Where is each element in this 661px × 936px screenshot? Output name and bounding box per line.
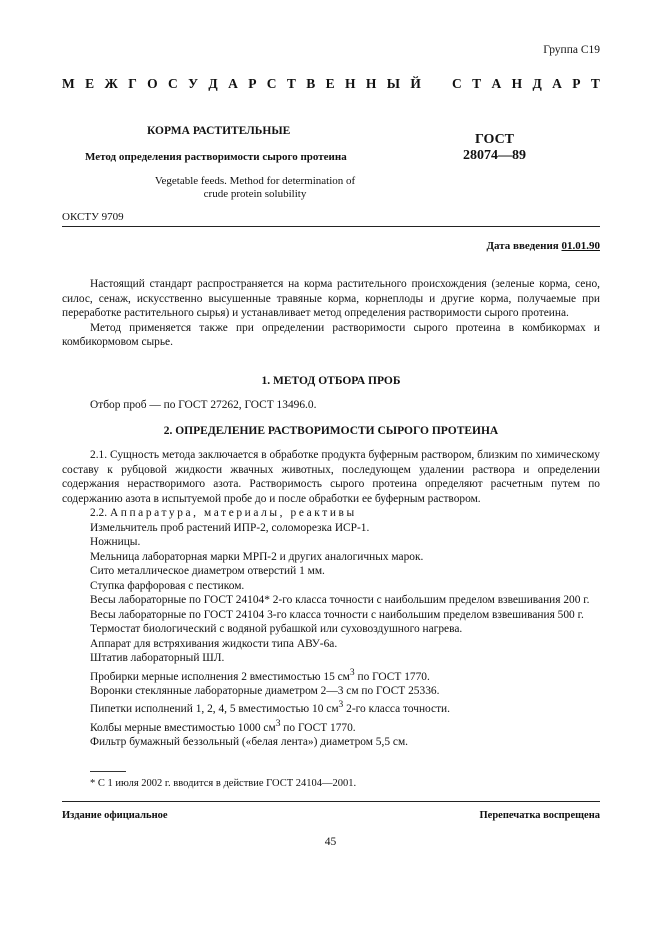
banner-letter: Д: [208, 76, 218, 91]
list-item: Ножницы.: [90, 536, 141, 548]
intro-text: [62, 277, 600, 350]
banner-letter: С: [168, 76, 178, 91]
gost-designation: [463, 132, 526, 164]
group-code: Группа С19: [543, 44, 600, 56]
flasks-text: Колбы мерные вместимостью 1000 см: [90, 721, 276, 734]
banner-letter: А: [228, 76, 238, 91]
footnote-divider: [90, 771, 126, 772]
banner-letter: Е: [325, 76, 335, 91]
english-title: Vegetable feeds. Method for determination of crude protein solubility: [154, 175, 356, 200]
banner-letter: Г: [128, 76, 137, 91]
list-item-scale-200: Весы лабораторные по ГОСТ 24104* 2-го класса точности с наибольшим пределом взвешивания 200 г.: [90, 594, 590, 606]
clause-2-2-heading: [62, 506, 600, 521]
banner-letter: А: [491, 76, 502, 91]
list-item-flasks: [62, 717, 600, 735]
sampling-text: Отбор проб — по ГОСТ 27262, ГОСТ 13496.0.: [90, 399, 317, 411]
banner-letter: Н: [511, 76, 523, 91]
list-item-tubes: [62, 666, 600, 684]
introduction-date-label: Дата введения: [486, 240, 559, 252]
banner-letter: Н: [365, 76, 377, 91]
list-item-filter: Фильтр бумажный беззольный («белая лента») диаметром 5,5 см.: [90, 735, 408, 748]
banner-letter: Т: [472, 76, 482, 91]
banner-letter: Т: [286, 76, 296, 91]
banner-letter: М: [62, 76, 75, 91]
banner-letter: Р: [248, 76, 257, 91]
section-2-heading: 2. ОПРЕДЕЛЕНИЕ РАСТВОРИМОСТИ СЫРОГО ПРОТЕИНА: [163, 425, 499, 437]
reprint-prohibited-label: Перепечатка воспрещена: [479, 810, 600, 821]
footnote: * С 1 июля 2002 г. вводится в действие ГОСТ 24104—2001.: [90, 778, 357, 789]
tubes-text: Пробирки мерные исполнения 2 вместимостью 15 см: [90, 670, 350, 683]
intro-paragraph-2: Метод применяется также при определении растворимости сырого протеина в комбикормах и комбикормовом сырье.: [62, 321, 600, 348]
introduction-date: [486, 240, 600, 252]
banner-letter: Н: [345, 76, 356, 91]
banner-letter: В: [306, 76, 316, 91]
banner-letter: С: [266, 76, 277, 91]
section-1-body: [62, 398, 600, 413]
tubes-text-end: по ГОСТ 1770.: [354, 670, 430, 683]
list-item: Мельница лабораторная марки МРП-2 и других аналогичных марок.: [90, 550, 424, 563]
banner-letter: С: [452, 76, 462, 91]
list-item: Измельчитель проб растений ИПР-2, соломорезка ИСР-1.: [90, 521, 370, 534]
section-1-heading: 1. МЕТОД ОТБОРА ПРОБ: [261, 375, 401, 387]
banner-letter: У: [188, 76, 199, 91]
banner-letter: Ы: [386, 76, 401, 91]
list-item-pipettes: [62, 698, 600, 716]
intro-paragraph-1: Настоящий стандарт распространяется на корма растительного происхождения (зеленые корма, сено, силос, сенаж, искусственно высушенные травяные корма, корнеплоды и другие корма, получаемые при переработке растительного сырья) и устанавливает метод определения растворимости сырого протеина.: [62, 278, 600, 319]
clause-2-2-title: Аппаратура, материалы, реактивы: [109, 507, 357, 519]
okstu-code: ОКСТУ 9709: [62, 211, 124, 223]
document-subtitle: Метод определения растворимости сырого протеина: [85, 151, 347, 163]
list-item: Аппарат для встряхивания жидкости типа АВУ-6а.: [90, 637, 338, 650]
pipettes-text-end: 2-го класса точности.: [343, 703, 451, 716]
document-title: КОРМА РАСТИТЕЛЬНЫЕ: [147, 125, 291, 137]
pipettes-text: Пипетки исполнений 1, 2, 4, 5 вместимостью 10 см: [90, 703, 339, 716]
banner-letter: Й: [410, 76, 421, 91]
banner-letter: О: [147, 76, 158, 91]
list-item-scale-500: Весы лабораторные по ГОСТ 24104 3-го класса точности с наибольшим пределом взвешивания 500 г.: [90, 608, 584, 621]
list-item: Термостат биологический с водяной рубашкой или суховоздушного нагрева.: [90, 623, 463, 635]
banner-letter: Е: [85, 76, 95, 91]
list-item: Ступка фарфоровая с пестиком.: [90, 579, 245, 592]
banner-letter: Д: [532, 76, 542, 91]
clause-2-1: 2.1. Сущность метода заключается в обработке продукта буферным раствором, близким по химическому составу к рубцовой жидкости жвачных животных, последующем удалении раствора и определении содержания нерастворимого азота. Растворимость сырого протеина определяют расчетным путем по содержанию азота в испытуемой пробе до и после обработки ее буферным раствором.: [62, 449, 600, 505]
superscript: 3: [349, 667, 355, 678]
superscript: 3: [275, 718, 281, 729]
introduction-date-value: 01.01.90: [561, 240, 600, 252]
list-item: Сито металлическое диаметром отверстий 1 мм.: [90, 565, 325, 577]
banner-letter: Р: [572, 76, 581, 91]
list-item-funnels: Воронки стеклянные лабораторные диаметром 2—3 см по ГОСТ 25336.: [90, 684, 440, 697]
list-item: Штатив лабораторный ШЛ.: [90, 652, 225, 664]
interstate-standard-banner: [62, 76, 600, 92]
banner-letter: Ж: [104, 76, 118, 91]
section-2-body: [62, 448, 600, 749]
header-divider: [62, 226, 600, 227]
flasks-text-end: по ГОСТ 1770.: [280, 721, 356, 734]
page-number: 45: [324, 836, 337, 848]
footer-divider: [62, 801, 600, 802]
superscript: 3: [338, 700, 344, 711]
clause-2-2-number: 2.2.: [90, 507, 108, 519]
official-edition-label: Издание официальное: [62, 810, 168, 821]
banner-letter: Т: [590, 76, 600, 91]
gost-label: ГОСТ: [474, 132, 515, 147]
gost-number: 28074—89: [463, 148, 526, 163]
banner-letter: А: [552, 76, 562, 91]
